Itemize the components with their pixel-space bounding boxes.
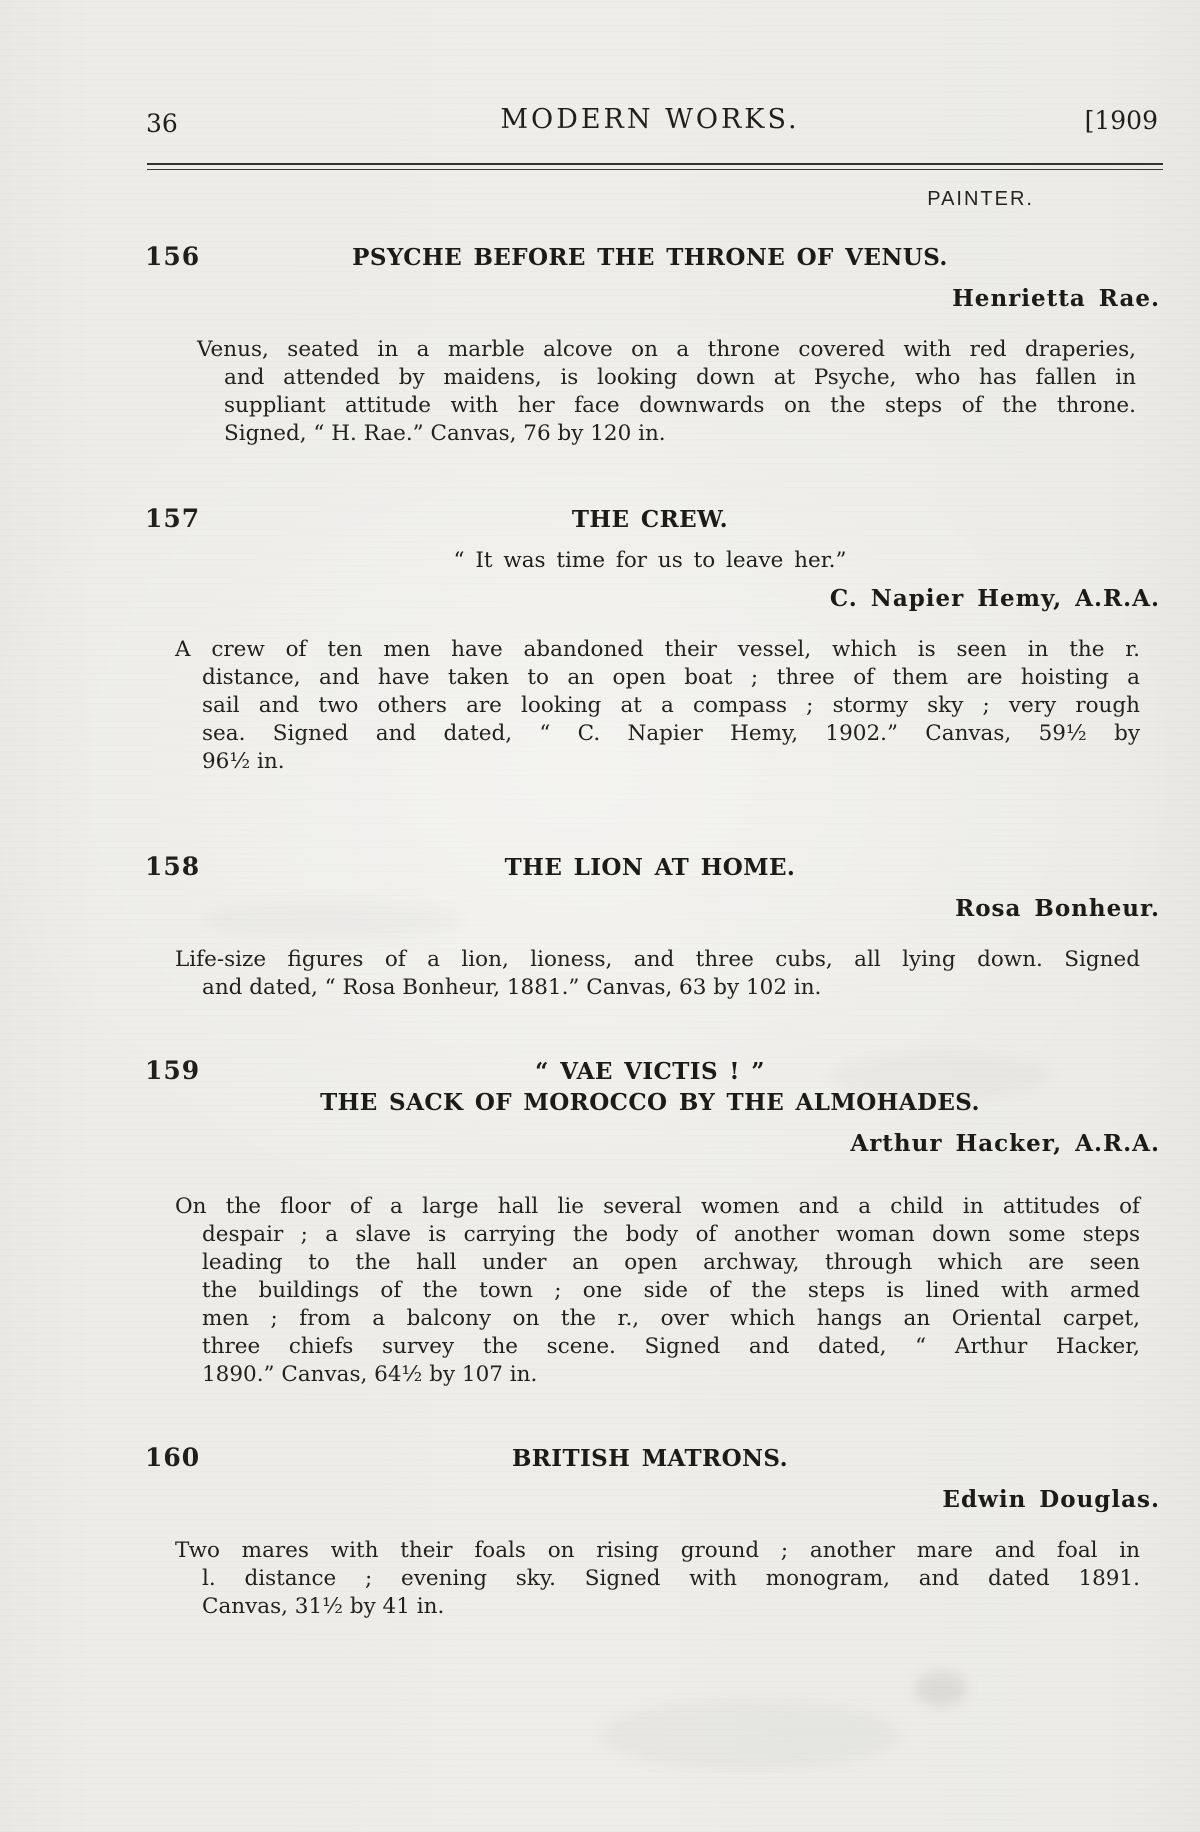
entry-titles xyxy=(140,1056,1160,1118)
description-line: 1890.” Canvas, 64½ by 107 in. xyxy=(202,1362,538,1387)
lot-number: 157 xyxy=(145,504,201,533)
entry-description xyxy=(175,946,1140,1002)
paper-smudge xyxy=(600,1700,900,1770)
painter-name: C. Napier Hemy, A.R.A. xyxy=(829,585,1160,612)
catalogue-entry xyxy=(140,504,1160,776)
entry-description xyxy=(175,1193,1140,1389)
catalogue-entry xyxy=(140,242,1160,448)
catalogue-entry xyxy=(140,1056,1160,1389)
description-line: leading to the hall under an open archway, through which are seen xyxy=(202,1250,1140,1275)
entry-description xyxy=(175,1537,1140,1621)
entry-header xyxy=(140,852,1160,883)
description-line: Life-size figures of a lion, lioness, and three cubs, all lying down. Signed xyxy=(175,947,1140,972)
page-number: 36 xyxy=(146,109,178,138)
painter-name: Edwin Douglas. xyxy=(942,1486,1160,1513)
entry-description xyxy=(175,636,1140,776)
catalogue-entry xyxy=(140,1443,1160,1621)
description-line: three chiefs survey the scene. Signed and dated, “ Arthur Hacker, xyxy=(202,1334,1140,1359)
painter-column-label: PAINTER. xyxy=(927,188,1034,210)
page-content xyxy=(140,185,1160,1621)
entry-title-line: THE LION AT HOME. xyxy=(504,854,796,881)
running-header xyxy=(140,104,1160,144)
entry-quote: “ It was time for us to leave her.” xyxy=(453,548,847,573)
entry-titles xyxy=(140,1443,1160,1474)
description-line: Canvas, 31½ by 41 in. xyxy=(202,1594,445,1619)
entry-title-line: “ VAE VICTIS ! ” xyxy=(535,1058,765,1085)
description-line: l. distance ; evening sky. Signed with monogram, and dated 1891. xyxy=(202,1566,1140,1591)
description-line: A crew of ten men have abandoned their vessel, which is seen in the r. xyxy=(175,637,1140,662)
entry-header xyxy=(140,1443,1160,1474)
description-line: sea. Signed and dated, “ C. Napier Hemy, 1902.” Canvas, 59½ by xyxy=(202,721,1140,746)
entry-title-line: THE SACK OF MOROCCO BY THE ALMOHADES. xyxy=(320,1089,980,1116)
description-line: despair ; a slave is carrying the body of another woman down some steps xyxy=(202,1222,1140,1247)
lot-number: 156 xyxy=(145,242,201,271)
entry-title-line: PSYCHE BEFORE THE THRONE OF VENUS. xyxy=(352,244,948,271)
entry-header xyxy=(140,242,1160,273)
entry-description xyxy=(197,336,1136,448)
description-line: suppliant attitude with her face downwards on the steps of the throne. xyxy=(224,393,1136,418)
painter-name: Henrietta Rae. xyxy=(952,285,1160,312)
entry-title-line: BRITISH MATRONS. xyxy=(511,1445,789,1472)
entry-header xyxy=(140,1056,1160,1118)
entries-list xyxy=(140,242,1160,1621)
description-line: On the floor of a large hall lie several women and a child in attitudes of xyxy=(175,1194,1140,1219)
lot-number: 159 xyxy=(145,1056,201,1085)
paper-smudge xyxy=(915,1672,967,1706)
entry-title-line: THE CREW. xyxy=(571,506,729,533)
running-title: MODERN WORKS. xyxy=(500,104,800,135)
description-line: men ; from a balcony on the r., over which hangs an Oriental carpet, xyxy=(202,1306,1140,1331)
year-label: [1909 xyxy=(1084,106,1158,135)
header-double-rule xyxy=(147,163,1163,170)
painter-name: Rosa Bonheur. xyxy=(955,895,1160,922)
description-line: Two mares with their foals on rising ground ; another mare and foal in xyxy=(175,1538,1140,1563)
description-line: sail and two others are looking at a compass ; stormy sky ; very rough xyxy=(202,693,1140,718)
catalogue-entry xyxy=(140,852,1160,1002)
description-line: Venus, seated in a marble alcove on a throne covered with red draperies, xyxy=(197,337,1136,362)
entry-header xyxy=(140,504,1160,535)
painter-name: Arthur Hacker, A.R.A. xyxy=(850,1130,1160,1157)
lot-number: 160 xyxy=(145,1443,201,1472)
entry-titles xyxy=(140,852,1160,883)
description-line: 96½ in. xyxy=(202,749,285,774)
description-line: the buildings of the town ; one side of the steps is lined with armed xyxy=(202,1278,1140,1303)
rule-line-top xyxy=(147,163,1163,165)
description-line: Signed, “ H. Rae.” Canvas, 76 by 120 in. xyxy=(224,421,666,446)
lot-number: 158 xyxy=(145,852,201,881)
description-line: and attended by maidens, is looking down at Psyche, who has fallen in xyxy=(224,365,1136,390)
entry-titles xyxy=(140,504,1160,535)
rule-line-bottom xyxy=(147,169,1163,170)
description-line: and dated, “ Rosa Bonheur, 1881.” Canvas, 63 by 102 in. xyxy=(202,975,822,1000)
description-line: distance, and have taken to an open boat ; three of them are hoisting a xyxy=(202,665,1140,690)
entry-titles xyxy=(140,242,1160,273)
